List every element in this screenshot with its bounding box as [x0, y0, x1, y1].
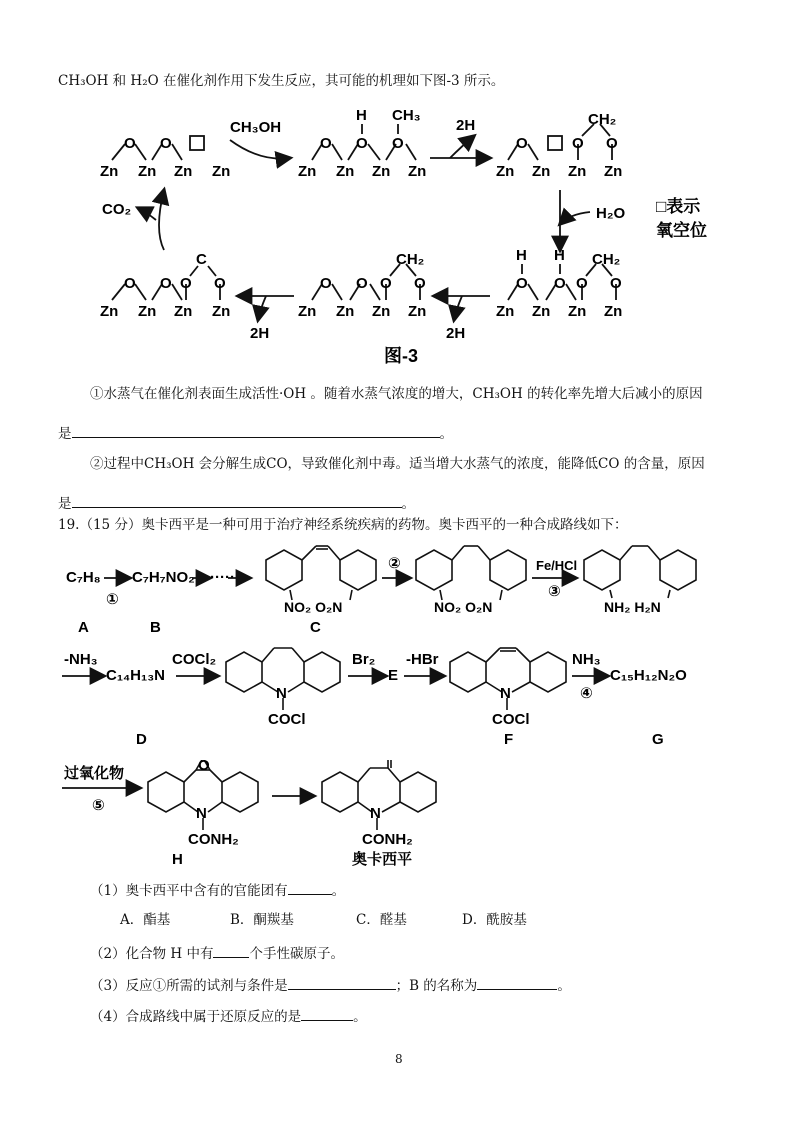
o-atom: O — [392, 135, 404, 152]
zn-atom: Zn — [532, 163, 551, 180]
reagent-2h: 2H — [250, 325, 270, 342]
zn-atom: Zn — [298, 303, 317, 320]
answer-blank[interactable] — [288, 880, 332, 895]
q19-sub2-post: 个手性碳原子。 — [249, 946, 344, 962]
reagent-2h: 2H — [456, 117, 476, 134]
formula-d: C₁₄H₁₃N — [106, 667, 165, 684]
formula-a: C₇H₈ — [66, 569, 101, 586]
q19-sub3 — [90, 975, 571, 995]
synthesis-row-3 — [60, 760, 520, 870]
n-atom: N — [500, 685, 511, 702]
label-c: C — [310, 619, 321, 636]
zn-atom: Zn — [604, 163, 623, 180]
q19-sub3-mid: ；B 的名称为 — [395, 978, 478, 994]
no2-groups: NO₂ O₂N — [284, 599, 343, 615]
o-atom: O — [124, 275, 136, 292]
zn-atom: Zn — [174, 303, 193, 320]
answer-blank[interactable] — [477, 975, 557, 990]
reagent-fe-hcl: Fe/HCl — [536, 558, 578, 573]
no2-groups: NO₂ O₂N — [434, 599, 493, 615]
h-atom: H — [356, 107, 367, 124]
zn-atom: Zn — [336, 163, 355, 180]
q19-sub1-end: 。 — [331, 883, 346, 899]
nitrogen-atom: N — [370, 805, 381, 822]
o-atom: O — [320, 275, 332, 292]
reagent-co2: CO₂ — [102, 201, 132, 218]
ch2-group: CH₂ — [592, 251, 621, 268]
cocl-group: COCl — [492, 711, 530, 728]
synthesis-row-2 — [60, 640, 740, 750]
q18-part2: ②过程中CH₃OH 会分解生成CO，导致催化剂中毒。适当增大水蒸气的浓度，能降低CO 的含量，原因 — [90, 456, 705, 472]
o-atom: O — [356, 275, 368, 292]
ch2-group: CH₂ — [396, 251, 425, 268]
zn-atom: Zn — [568, 163, 587, 180]
o-atom: O — [320, 135, 332, 152]
zn-atom: Zn — [336, 303, 355, 320]
zn-atom: Zn — [100, 303, 119, 320]
o-atom: O — [214, 275, 226, 292]
zn-atom: Zn — [532, 303, 551, 320]
o-atom: O — [414, 275, 426, 292]
zn-atom: Zn — [100, 163, 119, 180]
intro-text: CH₃OH 和 H₂O 在催化剂作用下发生反应，其可能的机理如下图-3 所示。 — [58, 73, 505, 89]
reagent-h2o: H₂O — [596, 205, 626, 222]
zn-atom: Zn — [174, 163, 193, 180]
o-atom: O — [356, 135, 368, 152]
answer-blank[interactable] — [288, 975, 396, 990]
o-atom: O — [180, 275, 192, 292]
structure-diamine — [584, 546, 696, 598]
nh2-groups: NH₂ H₂N — [604, 599, 661, 615]
step-2-label: ② — [388, 555, 401, 572]
o-atom: O — [572, 135, 584, 152]
option-d[interactable]: D．酰胺基 — [462, 912, 527, 928]
formula-b: C₇H₇NO₂ — [132, 569, 195, 586]
q18-part2-cont: 是 。 — [58, 493, 415, 513]
h-atom: H — [554, 247, 565, 264]
nitrogen-atom: N — [196, 805, 207, 822]
o-atom: O — [554, 275, 566, 292]
answer-blank[interactable] — [72, 493, 402, 508]
reagent-ch3oh: CH₃OH — [230, 119, 282, 136]
zn-atom: Zn — [372, 303, 391, 320]
q18-part2-cont-label: 是 — [58, 496, 72, 512]
page-number: 8 — [395, 1052, 403, 1066]
ch2-group: CH₂ — [588, 111, 617, 128]
q19-sub2 — [90, 943, 344, 963]
answer-blank[interactable] — [301, 1006, 353, 1021]
o-atom: O — [160, 275, 172, 292]
q18-part1-cont-label: 是 — [58, 426, 72, 442]
q19-sub3-end: 。 — [557, 978, 571, 994]
reagent-peroxide: 过氧化物 — [64, 765, 125, 782]
q19-sub4 — [90, 1006, 367, 1026]
label-d: D — [136, 731, 147, 748]
reagent-cocl2: COCl₂ — [172, 651, 217, 668]
reagent-minus-hbr: -HBr — [406, 651, 439, 668]
synthesis-row-1 — [60, 538, 740, 638]
q19-sub1 — [90, 880, 345, 900]
reagent-nh3: NH₃ — [572, 651, 601, 668]
o-atom: O — [516, 275, 528, 292]
reagent-br2: Br₂ — [352, 651, 376, 668]
o-atom: O — [516, 135, 528, 152]
zn-atom: Zn — [496, 303, 515, 320]
zn-atom: Zn — [496, 163, 515, 180]
q19-sub2-pre: （2）化合物 H 中有 — [90, 946, 214, 962]
legend-vacancy-line2: 氧空位 — [656, 221, 707, 240]
n-atom: N — [276, 685, 287, 702]
step-4-label: ④ — [580, 685, 593, 702]
zn-atom: Zn — [138, 163, 157, 180]
conh2-group: CONH₂ — [362, 831, 413, 848]
q19-sub1-text: （1）奥卡西平中含有的官能团有 — [90, 883, 288, 899]
zn-atom: Zn — [372, 163, 391, 180]
o-atom: O — [610, 275, 622, 292]
q19-options — [120, 911, 527, 929]
legend-vacancy-line1: □表示 — [656, 197, 701, 216]
option-c[interactable]: C．醛基 — [356, 912, 407, 928]
structure-intermediate — [416, 546, 526, 600]
q19-sub4-text: （4）合成路线中属于还原反应的是 — [90, 1009, 302, 1025]
label-b: B — [150, 619, 161, 636]
zn-atom: Zn — [408, 163, 427, 180]
step-1-label: ① — [106, 591, 119, 608]
step-5-label: ⑤ — [92, 797, 105, 814]
q19-title: 19.（15 分）奥卡西平是一种可用于治疗神经系统疾病的药物。奥卡西平的一种合成路线如下： — [58, 517, 628, 533]
answer-blank[interactable] — [213, 943, 249, 958]
q18-part1-cont: 是 。 — [58, 423, 453, 443]
o-atom: O — [380, 275, 392, 292]
label-f: F — [504, 731, 514, 748]
o-atom: O — [124, 135, 136, 152]
zn-atom: Zn — [408, 303, 427, 320]
label-a: A — [78, 619, 89, 636]
conh2-group: CONH₂ — [188, 831, 239, 848]
q19-sub3-pre: （3）反应①所需的试剂与条件是 — [90, 978, 288, 994]
h-atom: H — [516, 247, 527, 264]
reagent-minus-nh3: -NH₃ — [64, 651, 98, 668]
zn-atom: Zn — [212, 163, 231, 180]
o-atom: O — [576, 275, 588, 292]
o-atom: O — [160, 135, 172, 152]
zn-atom: Zn — [604, 303, 623, 320]
c-atom: C — [196, 251, 207, 268]
label-g: G — [652, 731, 664, 748]
option-a[interactable]: A．酯基 — [120, 912, 171, 928]
label-e: E — [388, 667, 399, 684]
answer-blank[interactable] — [72, 423, 440, 438]
q19-sub4-end: 。 — [353, 1009, 367, 1025]
cocl-group: COCl — [268, 711, 306, 728]
structure-c — [266, 546, 376, 600]
figure-caption: 图-3 — [384, 346, 419, 366]
zn-atom: Zn — [568, 303, 587, 320]
o-atom: O — [198, 760, 210, 774]
zn-atom: Zn — [138, 303, 157, 320]
zn-atom: Zn — [212, 303, 231, 320]
step-3-label: ③ — [548, 583, 561, 600]
ch3-group: CH₃ — [392, 107, 421, 124]
reagent-2h: 2H — [446, 325, 466, 342]
dots: ······ — [210, 569, 240, 586]
figure-3-mechanism — [90, 100, 730, 375]
q18-part1: ①水蒸气在催化剂表面生成活性·OH 。随着水蒸气浓度的增大，CH₃OH 的转化率先增大后减小的原因 — [90, 386, 703, 402]
o-atom: O — [606, 135, 618, 152]
option-b[interactable]: B．酮羰基 — [230, 912, 294, 928]
label-h: H — [172, 851, 183, 868]
zn-atom: Zn — [298, 163, 317, 180]
formula-g: C₁₅H₁₂N₂O — [610, 667, 687, 684]
label-oxcarbazepine: 奥卡西平 — [352, 851, 413, 868]
